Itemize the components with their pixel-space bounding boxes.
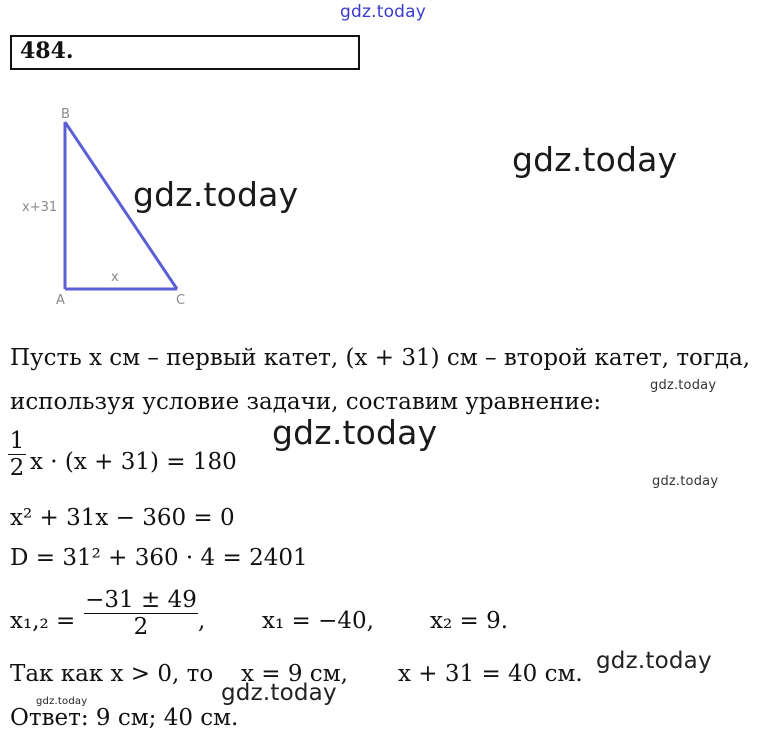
- watermark-small-1: gdz.today: [650, 378, 717, 393]
- watermark-bottom-right: gdz.today: [596, 648, 712, 674]
- roots-comma: ,: [198, 608, 206, 634]
- watermark-bottom-left: gdz.today: [221, 680, 337, 706]
- equation-1: x · (x + 31) = 180: [30, 449, 237, 475]
- answer-line: Ответ: 9 см; 40 см.: [10, 705, 239, 731]
- side-label-horizontal: x: [111, 270, 119, 285]
- problem-number-box: [10, 35, 360, 70]
- roots-lhs: x₁,₂ =: [10, 608, 76, 634]
- conclusion-part-2: x = 9 см,: [241, 661, 348, 687]
- watermark-small-2: gdz.today: [652, 474, 719, 489]
- roots-denominator: 2: [84, 613, 198, 640]
- root-2: x₂ = 9.: [430, 608, 509, 634]
- watermark-figure: gdz.today: [133, 175, 299, 214]
- side-label-vertical: x+31: [22, 200, 58, 215]
- equation-3-discriminant: D = 31² + 360 · 4 = 2401: [10, 545, 308, 571]
- hypotenuse-bc: [65, 122, 177, 289]
- watermark-small-3: gdz.today: [36, 696, 88, 707]
- conclusion-part-3: x + 31 = 40 см.: [398, 661, 583, 687]
- solution-line-2: используя условие задачи, составим уравнение:: [10, 389, 602, 415]
- root-1: x₁ = −40,: [262, 608, 374, 634]
- watermark-right: gdz.today: [512, 140, 678, 179]
- fraction-one-half: [8, 428, 26, 481]
- problem-number: 484.: [20, 38, 74, 64]
- watermark-middle: gdz.today: [272, 413, 438, 452]
- vertex-b-label: B: [61, 107, 70, 122]
- fraction-numerator: 1: [9, 428, 25, 454]
- vertex-a-label: A: [56, 293, 65, 308]
- solution-line-1: Пусть x см – первый катет, (x + 31) см – второй катет, тогда,: [10, 345, 751, 371]
- watermark-top: gdz.today: [340, 2, 427, 22]
- roots-fraction: [84, 587, 198, 640]
- fraction-denominator: 2: [9, 455, 25, 481]
- roots-numerator: −31 ± 49: [85, 587, 197, 613]
- conclusion-part-1: Так как x > 0, то: [10, 661, 214, 687]
- equation-2: x² + 31x − 360 = 0: [10, 505, 235, 531]
- vertex-c-label: C: [176, 293, 186, 308]
